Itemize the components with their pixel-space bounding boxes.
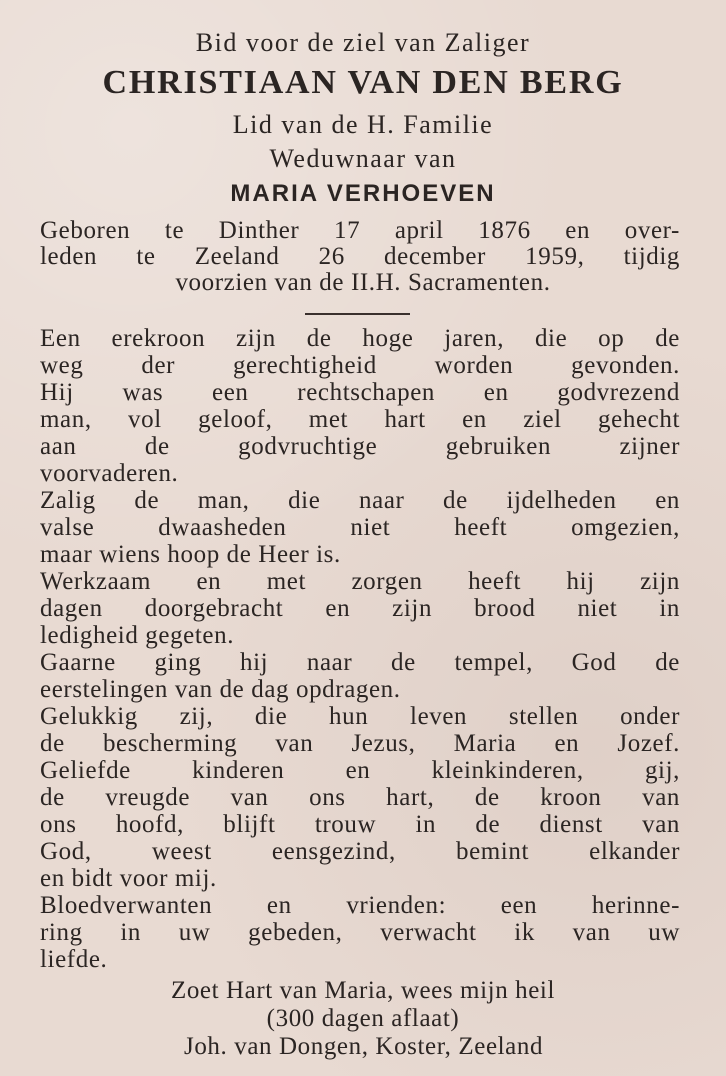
body-line: God, weest eensgezind, bemint elkander [40,838,680,865]
body-line: maar wiens hoop de Heer is. [40,541,341,568]
birth-line-1: Geboren te Dinther 17 april 1876 en over- [40,217,680,244]
body-line: ring in uw gebeden, verwacht ik van uw [40,919,680,946]
body-line: Gaarne ging hij naar de tempel, God de [40,649,680,676]
body-line: eerstelingen van de dag opdragen. [40,676,401,703]
section-divider [305,313,410,315]
body-line: ons hoofd, blijft trouw in de dienst van [40,811,680,838]
body-line: weg der gerechtigheid worden gevonden. [40,352,680,379]
body-line: liefde. [40,946,108,973]
body-line: man, vol geloof, met hart en ziel gehecht [40,406,680,433]
body-line: Bloedverwanten en vrienden: een herinne- [40,892,680,919]
body-line: dagen doorgebracht en zijn brood niet in [40,595,680,622]
indulgence-note: (300 dagen aflaat) [266,1005,460,1032]
body-line: de bescherming van Jezus, Maria en Jozef. [40,730,680,757]
closing-prayer: Zoet Hart van Maria, wees mijn heil [170,977,556,1004]
membership-line: Lid van de H. Familie [232,110,494,139]
widower-line: Weduwnaar van [269,144,457,173]
birth-line-2: leden te Zeeland 26 december 1959, tijdig [40,243,680,270]
birth-line-3: voorzien van de II.H. Sacramenten. [175,269,551,296]
body-line: Werkzaam en met zorgen heeft hij zijn [40,568,680,595]
body-line: aan de godvruchtige gebruiken zijner [40,433,680,460]
body-line: Gelukkig zij, die hun leven stellen onder [40,703,680,730]
body-line: Zalig de man, die naar de ijdelheden en [40,487,680,514]
deceased-name: CHRISTIAAN VAN DEN BERG [102,64,624,101]
body-line: ledigheid gegeten. [40,622,235,649]
prayer-intro: Bid voor de ziel van Zaliger [195,28,531,57]
body-line: en bidt voor mij. [40,865,217,892]
spouse-name: MARIA VERHOEVEN [230,180,496,207]
body-line: valse dwaasheden niet heeft omgezien, [40,514,680,541]
printer-credit: Joh. van Dongen, Koster, Zeeland [184,1033,544,1060]
body-line: Hij was een rechtschapen en godvrezend [40,379,680,406]
body-line: de vreugde van ons hart, de kroon van [40,784,680,811]
body-line: voorvaderen. [40,460,179,487]
body-line: Geliefde kinderen en kleinkinderen, gij, [40,757,680,784]
body-line: Een erekroon zijn de hoge jaren, die op de [40,325,680,352]
